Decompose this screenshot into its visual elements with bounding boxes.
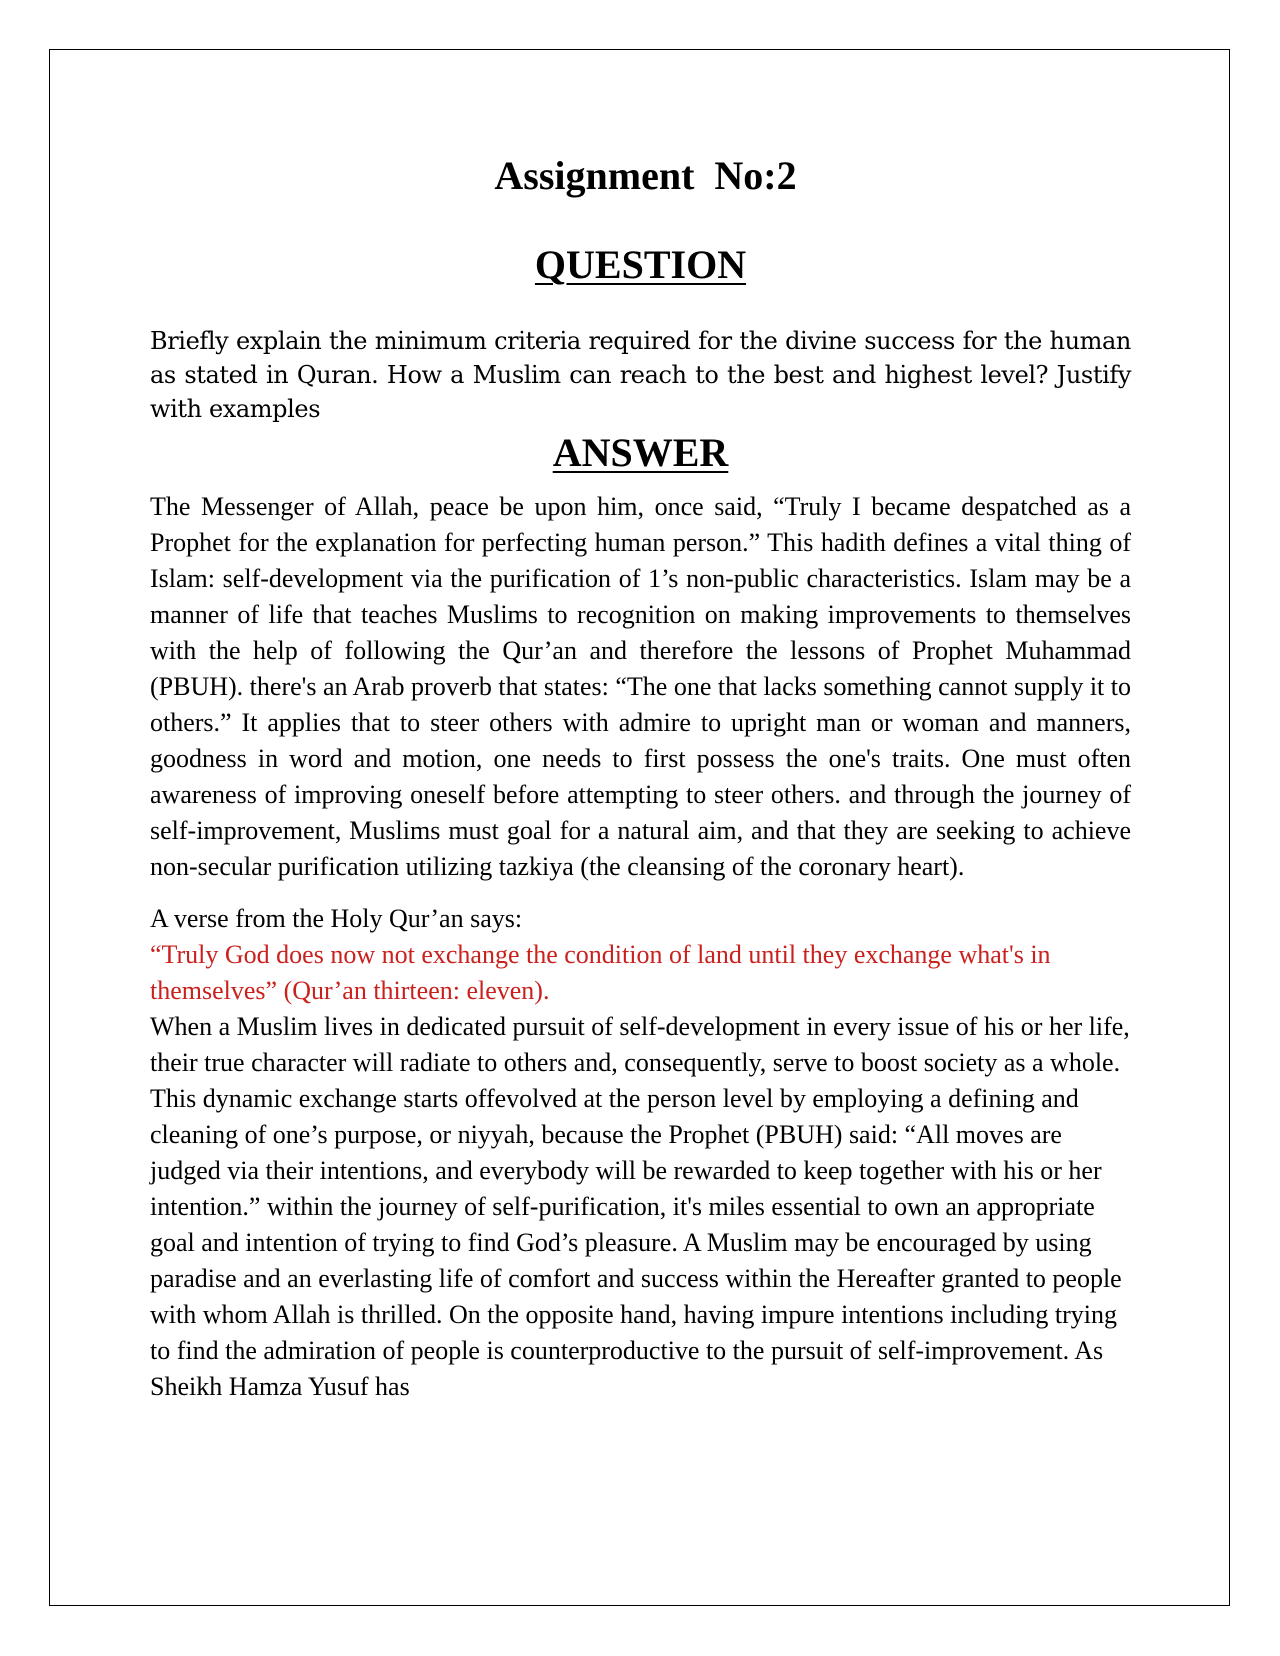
answer-paragraph-1: The Messenger of Allah, peace be upon him, once said, “Truly I became despatched as a Prophet for the explanation for perfecting human person.” This hadith defines a vital thing of Islam: self-development via the purification of 1’s non-public characteristics. Islam may be a manner of life that teaches Muslims to recognition on making improvements to themselves with the help of following the Qur’an and therefore the lessons of Prophet Muhammad (PBUH). there's an Arab proverb that states: “The one that lacks something cannot supply it to others.” It applies that to steer others with admire to upright man or woman and manners, goodness in word and motion, one needs to first possess the one's traits. One must often awareness of improving oneself before attempting to steer others. and through the journey of self-improvement, Muslims must goal for a natural aim, and that they are seeking to achieve non-secular purification utilizing tazkiya (the cleansing of the coronary heart). — [150, 492, 1131, 881]
answer-heading: ANSWER — [552, 430, 729, 475]
question-heading: QUESTION — [534, 242, 747, 287]
document-body — [150, 150, 1131, 1405]
verse-intro: A verse from the Holy Qur’an says: — [150, 904, 523, 933]
verse-quote: “Truly God does now not exchange the condition of land until they exchange what's in themselves” (Qur’an thirteen: eleven). — [150, 940, 1051, 1005]
question-text: Briefly explain the minimum criteria required for the divine success for the human as stated in Quran. How a Muslim can reach to the best and highest level? Justify with examples — [150, 327, 1131, 423]
document-title: Assignment No:2 — [494, 153, 797, 198]
answer-paragraph-2: When a Muslim lives in dedicated pursuit of self-development in every issue of his or her life, their true character will radiate to others and, consequently, serve to boost society as a whole. This dynamic exchange starts offevolved at the person level by employing a defining and cleaning of one’s purpose, or niyyah, because the Prophet (PBUH) said: “All moves are judged via their intentions, and everybody will be rewarded to keep together with his or her intention.” within the journey of self-purification, it's miles essential to own an appropriate goal and intention of trying to find God’s pleasure. A Muslim may be encouraged by using paradise and an everlasting life of comfort and success within the Hereafter granted to people with whom Allah is thrilled. On the opposite hand, having impure intentions including trying to find the admiration of people is counterproductive to the pursuit of self-improvement. As Sheikh Hamza Yusuf has — [150, 1012, 1130, 1401]
